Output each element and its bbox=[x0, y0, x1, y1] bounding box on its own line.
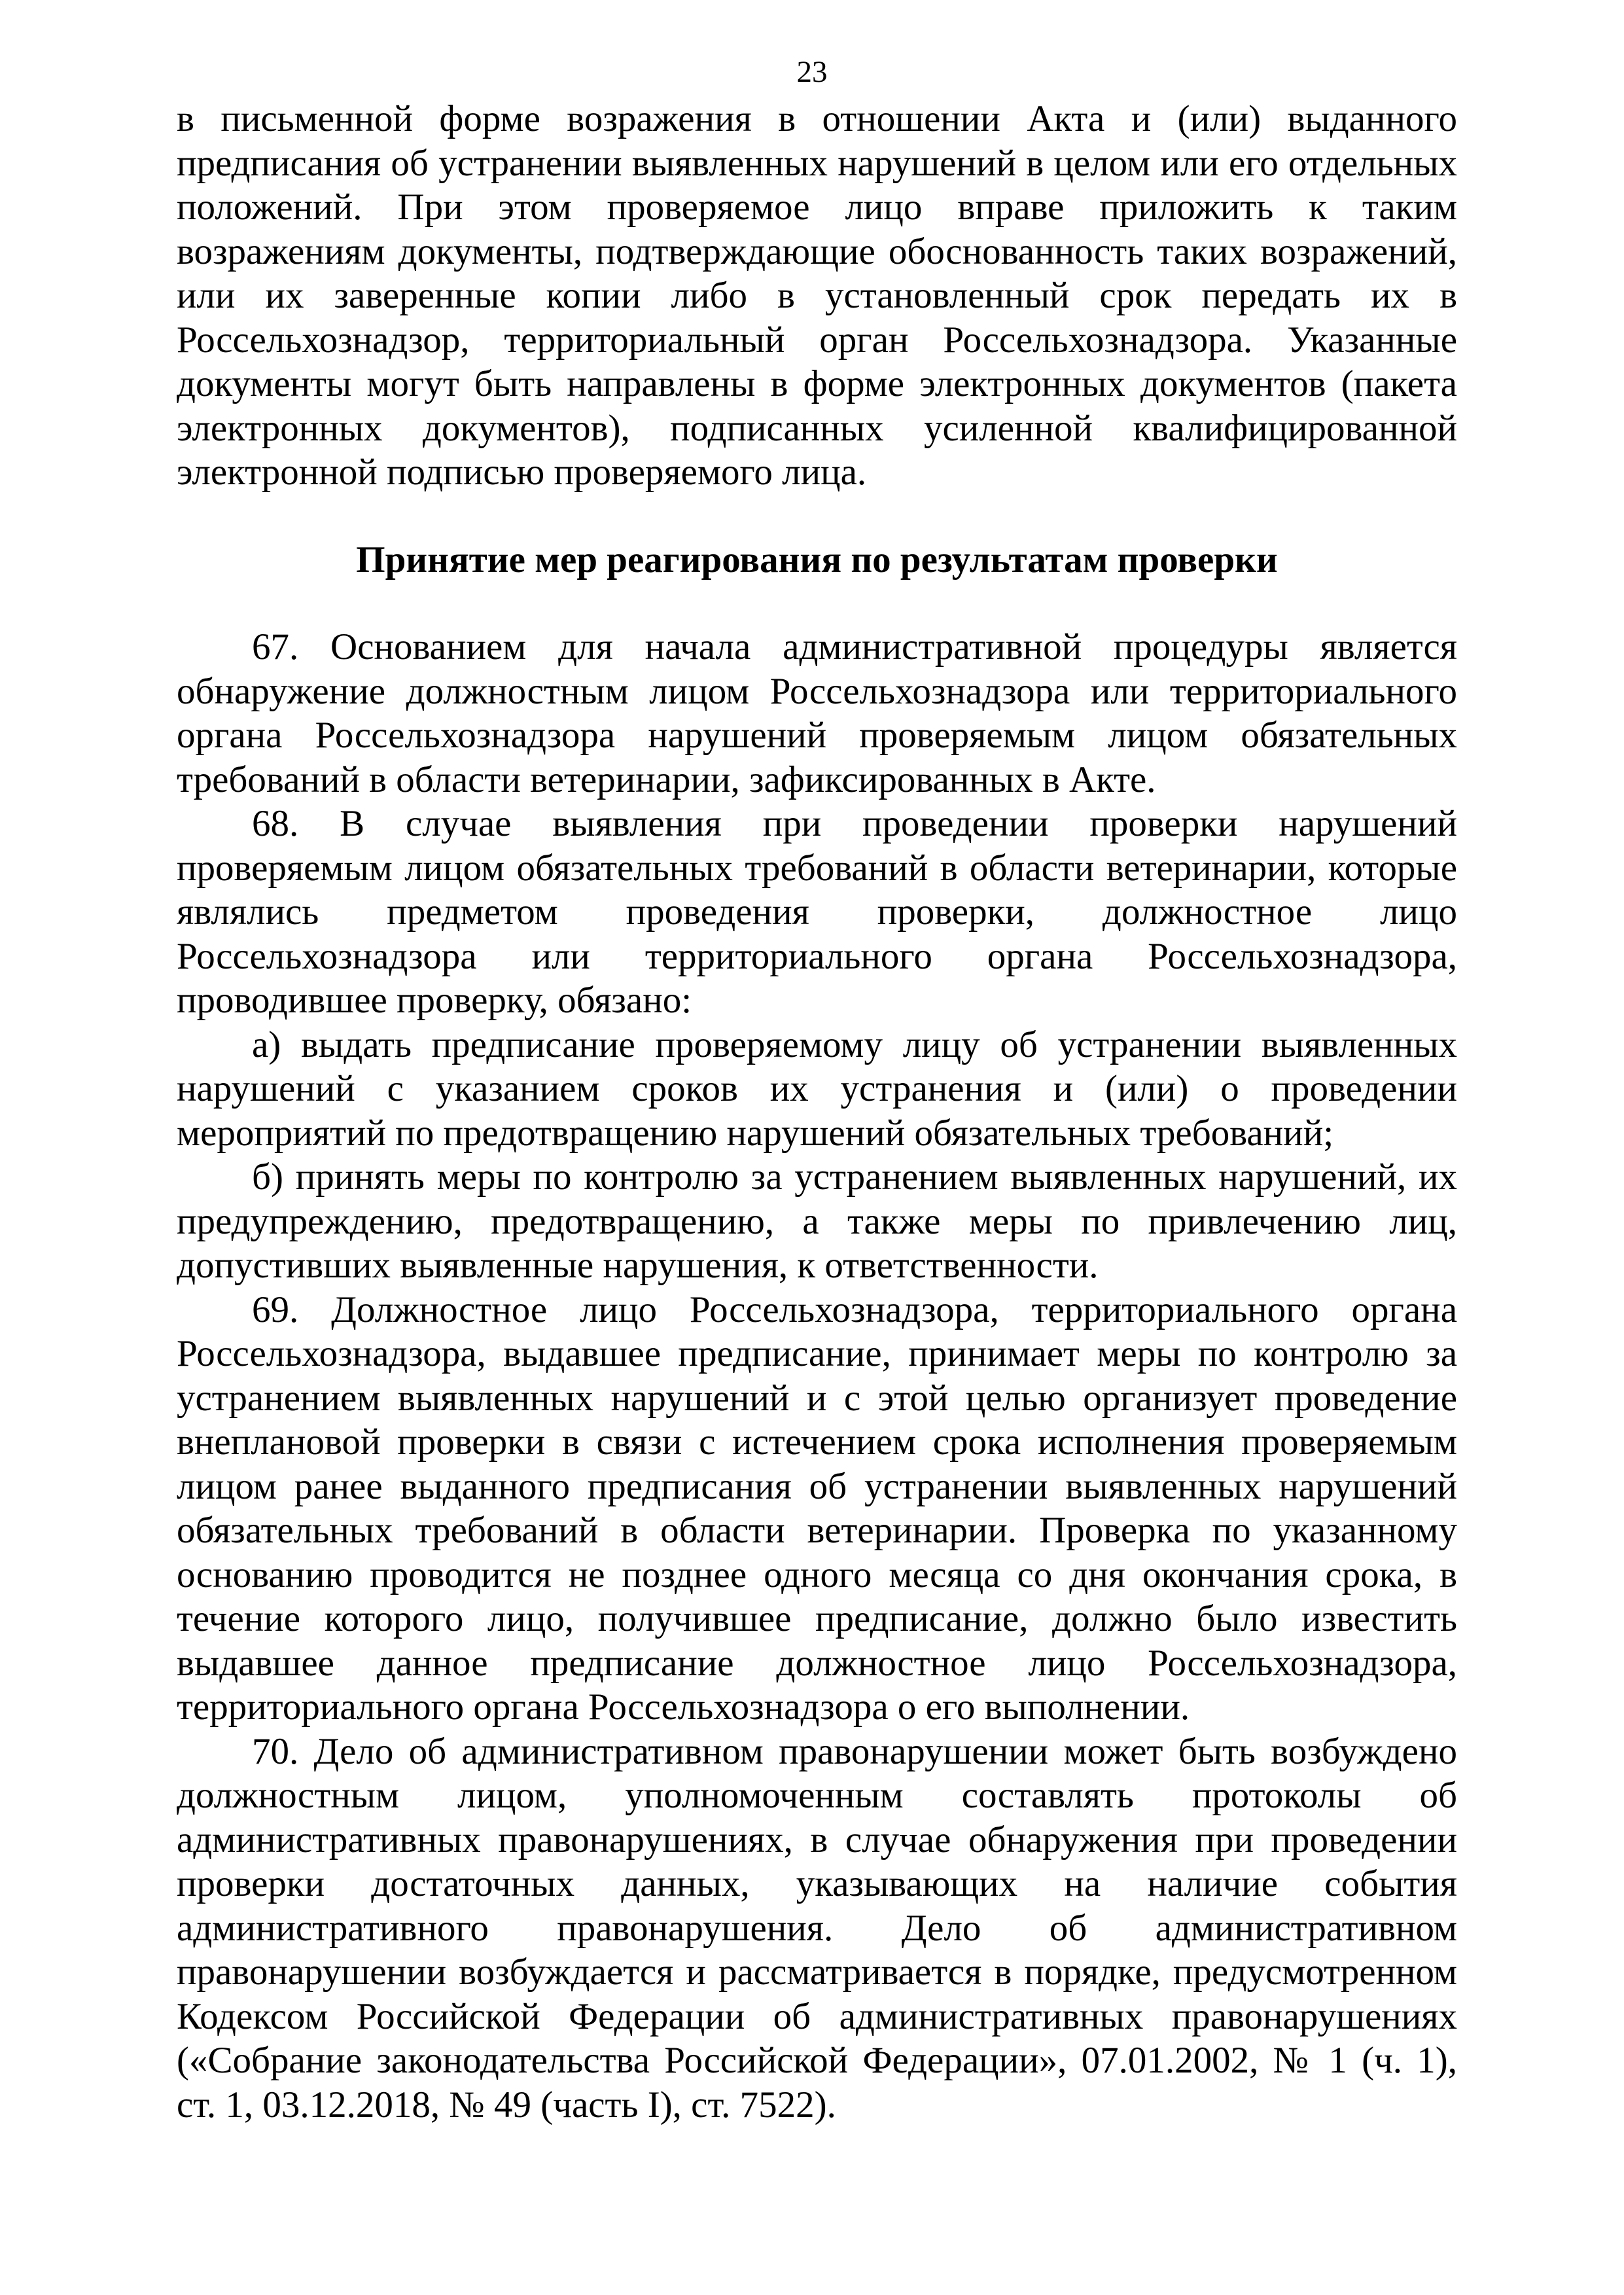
paragraph-70: 70. Дело об административном правонарушении может быть возбуждено должностным лицом, уполномоченным составлять протоколы об административных правонарушениях, в случае обнаружения при проведении проверки достаточных данных, указывающих на наличие события административного правонарушения. Дело об административном правонарушении возбуждается и рассматривается в порядке, предусмотренном Кодексом Российской Федерации об административных правонарушениях («Собрание законодательства Российской Федерации», 07.01.2002, № 1 (ч. 1), ст. 1, 03.12.2018, № 49 (часть I), ст. 7522). bbox=[177, 1730, 1457, 2126]
paragraph-68-b: б) принять меры по контролю за устранением выявленных нарушений, их предупреждению, предотвращению, а также меры по привлечению лиц, допустивших выявленные нарушения, к ответственности. bbox=[177, 1156, 1457, 1286]
page-number: 23 bbox=[796, 55, 828, 89]
paragraph-68-a: а) выдать предписание проверяемому лицу об устранении выявленных нарушений с указанием сроков их устранения и (или) о проведении мероприятий по предотвращению нарушений обязательных требований; bbox=[177, 1023, 1457, 1154]
paragraph-67: 67. Основанием для начала административной процедуры является обнаружение должностным лицом Россельхознадзора или территориального органа Россельхознадзора нарушений проверяемым лицом обязательных требований в области ветеринарии, зафиксированных в Акте. bbox=[177, 626, 1457, 800]
paragraph-continuation: в письменной форме возражения в отношении Акта и (или) выданного предписания об устранении выявленных нарушений в целом или его отдельных положений. При этом проверяемое лицо вправе приложить к таким возражениям документы, подтверждающие обоснованность таких возражений, или их заверенные копии либо в установленный срок передать их в Россельхознадзор, территориальный орган Россельхознадзора. Указанные документы могут быть направлены в форме электронных документов (пакета электронных документов), подписанных усиленной квалифицированной электронной подписью проверяемого лица. bbox=[177, 98, 1457, 493]
section-heading: Принятие мер реагирования по результатам проверки bbox=[356, 539, 1278, 580]
paragraph-69: 69. Должностное лицо Россельхознадзора, территориального органа Россельхознадзора, выдавшее предписание, принимает меры по контролю за устранением выявленных нарушений и с этой целью организует проведение внеплановой проверки в связи с истечением срока исполнения проверяемым лицом ранее выданного предписания об устранении выявленных нарушений обязательных требований в области ветеринарии. Проверка по указанному основанию проводится не позднее одного месяца со дня окончания срока, в течение которого лицо, получившее предписание, должно было известить выдавшее данное предписание должностное лицо Россельхознадзора, территориального органа Россельхознадзора о его выполнении. bbox=[177, 1289, 1457, 1728]
document-body bbox=[177, 97, 1457, 2127]
paragraph-68: 68. В случае выявления при проведении проверки нарушений проверяемым лицом обязательных требований в области ветеринарии, которые являлись предметом проведения проверки, должностное лицо Россельхознадзора или территориального органа Россельхознадзора, проводившее проверку, обязано: bbox=[177, 803, 1457, 1021]
